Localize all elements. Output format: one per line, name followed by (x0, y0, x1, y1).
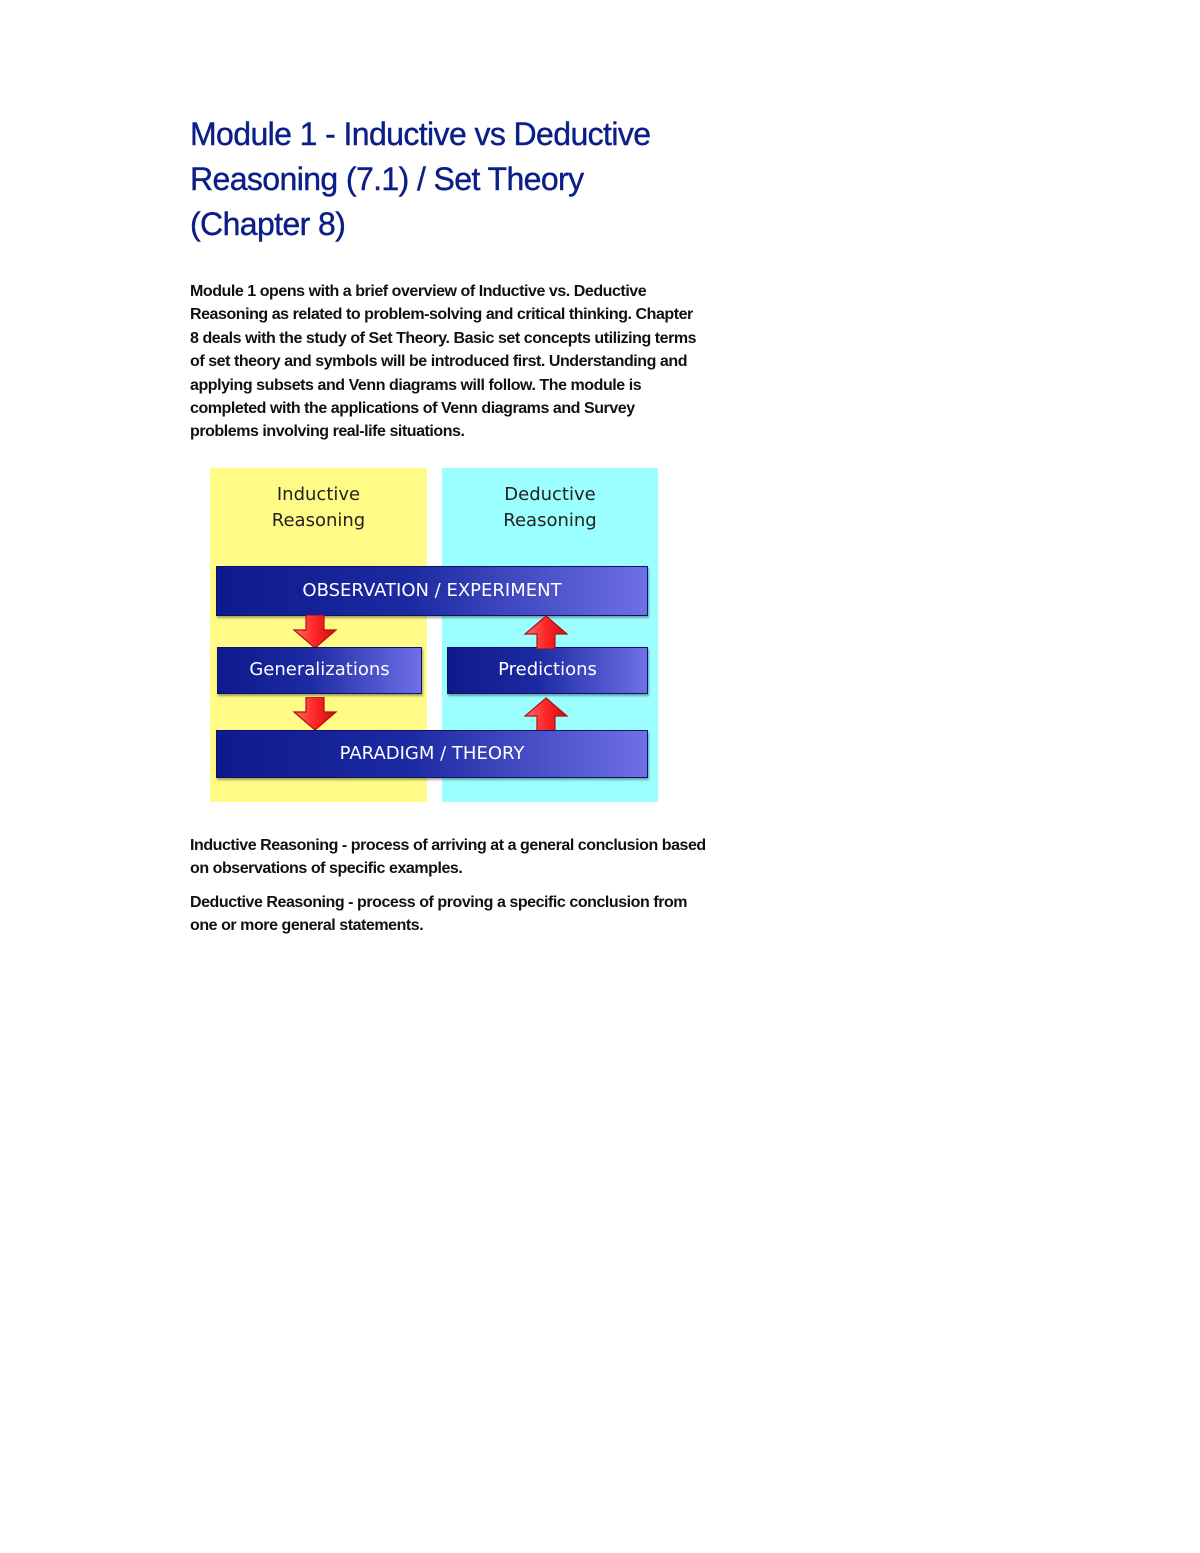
definition-text: - process of proving a specific conclusion from one or more general statements. (190, 893, 688, 935)
arrow-down-icon (292, 615, 338, 649)
inductive-reasoning-label: Inductive Reasoning (271, 483, 366, 531)
page-title: Module 1 - Inductive vs Deductive Reasoning (7.1) / Set Theory (Chapter 8) (190, 116, 651, 242)
definition-term: Deductive Reasoning (190, 893, 345, 911)
arrow-up-icon (523, 697, 569, 731)
intro-paragraph: Module 1 opens with a brief overview of Inductive vs. Deductive Reasoning as related to problem-solving and critical thinking. Chapter 8 deals with the study of Set Theory. Basic set concepts utilizing terms of set theory and symbols will be introduced first. Understanding and applying subsets and Venn diagrams will follow. The module is completed with the applications of Venn diagrams and Survey problems involving real-life situations. (190, 283, 697, 441)
definition-text: - process of arriving at a general conclusion based on observations of specific examples. (190, 836, 706, 878)
definition-deductive (190, 891, 710, 938)
generalizations-box: Generalizations (217, 647, 422, 694)
paradigm-theory-bar: PARADIGM / THEORY (216, 730, 648, 778)
observation-experiment-bar: OBSERVATION / EXPERIMENT (216, 566, 648, 616)
arrow-down-icon (292, 697, 338, 731)
predictions-box: Predictions (447, 647, 648, 694)
definitions-section (190, 834, 710, 938)
document-page (190, 112, 710, 947)
deductive-reasoning-label: Deductive Reasoning (503, 483, 597, 531)
arrow-up-icon (523, 615, 569, 649)
reasoning-diagram (190, 468, 670, 808)
definition-term: Inductive Reasoning (190, 836, 338, 854)
definition-inductive (190, 834, 710, 881)
